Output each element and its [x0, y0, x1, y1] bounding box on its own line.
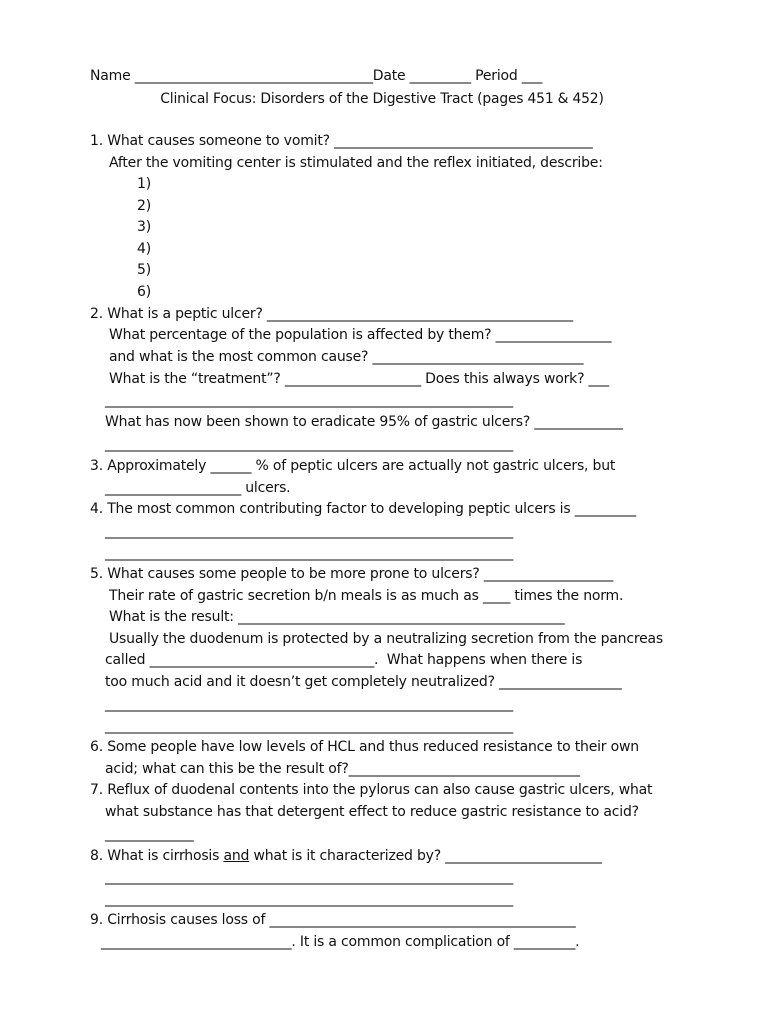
- question-2-line: What has now been shown to eradicate 95% of gastric ulcers? _____________: [105, 414, 623, 430]
- question-1-step: 3): [137, 219, 151, 235]
- question-9: 9. Cirrhosis causes loss of _____________________________________________: [90, 912, 576, 928]
- question-4: 4. The most common contributing factor to developing peptic ulcers is _________: [90, 501, 636, 517]
- question-2-line: What percentage of the population is affected by them? _________________: [109, 327, 612, 343]
- question-5-line: What is the result: ________________________________________________: [109, 609, 565, 625]
- question-8: [90, 847, 602, 865]
- question-1-step: 6): [137, 284, 151, 300]
- answer-blank-line: _____________: [105, 826, 194, 842]
- question-7-line: what substance has that detergent effect to reduce gastric resistance to acid?: [105, 804, 639, 820]
- question-6-line: acid; what can this be the result of?__________________________________: [105, 761, 580, 777]
- question-1-step: 4): [137, 241, 151, 257]
- answer-blank-line: ____________________________________________________________: [105, 523, 514, 539]
- question-5-line: too much acid and it doesn’t get completely neutralized? __________________: [105, 674, 622, 690]
- answer-blank-line: ____________________________________________________________: [105, 696, 514, 712]
- question-2: 2. What is a peptic ulcer? _____________________________________________: [90, 306, 573, 322]
- question-9-line: ____________________________. It is a common complication of _________.: [101, 934, 580, 950]
- question-1-step: 2): [137, 198, 151, 214]
- question-5-line: Usually the duodenum is protected by a neutralizing secretion from the pancreas: [109, 631, 663, 647]
- question-5: 5. What causes some people to be more prone to ulcers? ___________________: [90, 566, 614, 582]
- question-6: 6. Some people have low levels of HCL and thus reduced resistance to their own: [90, 739, 639, 755]
- answer-blank-line: ____________________________________________________________: [105, 436, 514, 452]
- question-1: 1. What causes someone to vomit? ______________________________________: [90, 133, 593, 149]
- name-date-period-line: Name ___________________________________Date _________ Period ___: [90, 68, 543, 84]
- question-2-line: and what is the most common cause? _______________________________: [109, 349, 584, 365]
- question-1-step: 5): [137, 262, 151, 278]
- question-8-text-end: what is it characterized by? _______________________: [249, 848, 602, 864]
- answer-blank-line: ____________________________________________________________: [105, 392, 514, 408]
- question-8-underlined-word: and: [223, 848, 250, 864]
- question-3: 3. Approximately ______ % of peptic ulcers are actually not gastric ulcers, but: [90, 458, 616, 474]
- answer-blank-line: ____________________________________________________________: [105, 545, 514, 561]
- question-1-step: 1): [137, 176, 151, 192]
- answer-blank-line: ____________________________________________________________: [105, 869, 514, 885]
- question-5-line: called _________________________________. What happens when there is: [105, 652, 583, 668]
- question-3-line: ____________________ ulcers.: [105, 480, 291, 496]
- question-8-text: 8. What is cirrhosis: [90, 848, 224, 864]
- question-5-line: Their rate of gastric secretion b/n meals is as much as ____ times the norm.: [109, 588, 624, 604]
- question-2-line: What is the “treatment”? ____________________ Does this always work? ___: [109, 371, 609, 387]
- answer-blank-line: ____________________________________________________________: [105, 891, 514, 907]
- worksheet-title: Clinical Focus: Disorders of the Digestive Tract (pages 451 & 452): [160, 91, 604, 107]
- question-1-instruction: After the vomiting center is stimulated and the reflex initiated, describe:: [109, 155, 603, 171]
- answer-blank-line: ____________________________________________________________: [105, 718, 514, 734]
- question-7: 7. Reflux of duodenal contents into the pylorus can also cause gastric ulcers, what: [90, 782, 653, 798]
